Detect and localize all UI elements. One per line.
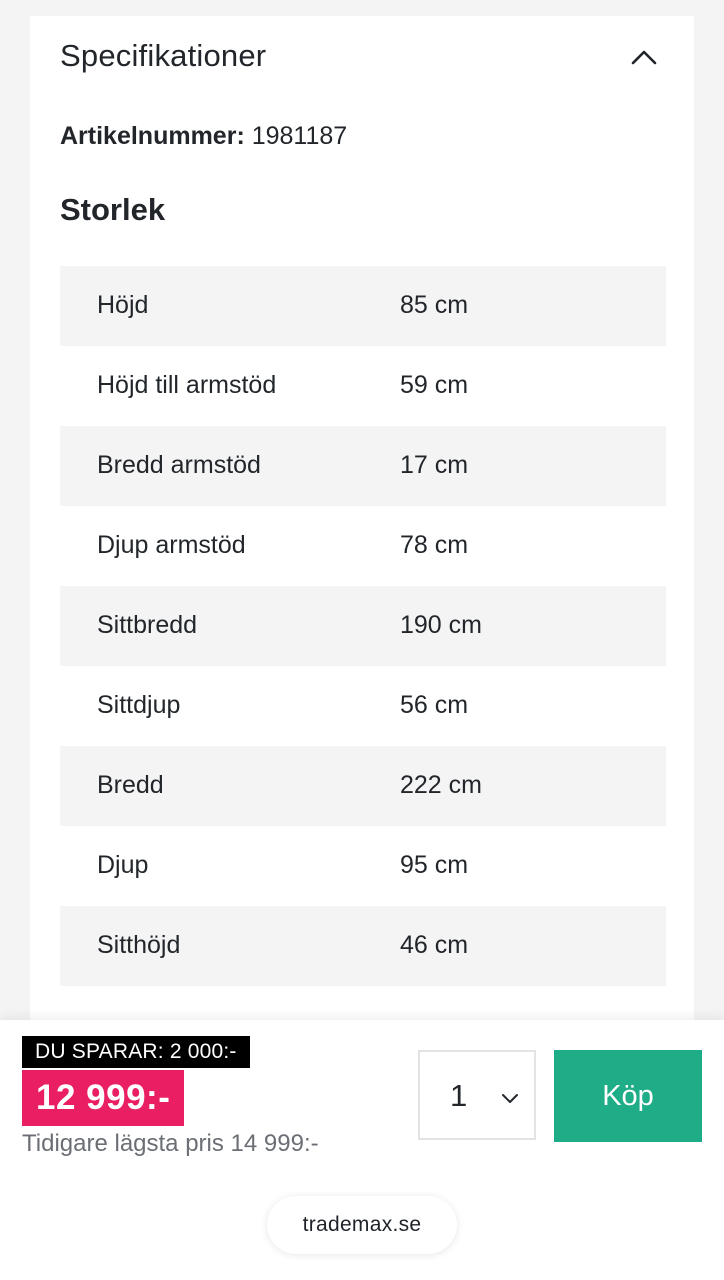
chevron-up-icon[interactable]: [628, 42, 660, 74]
table-row: [60, 426, 666, 506]
row-value: 190 cm: [400, 611, 482, 639]
row-label: Djup armstöd: [97, 531, 246, 559]
row-value: 85 cm: [400, 291, 469, 319]
quantity-select[interactable]: [418, 1050, 536, 1140]
row-label: Bredd armstöd: [97, 451, 261, 479]
row-label: Höjd till armstöd: [97, 371, 277, 399]
article-number-value: 1981187: [251, 122, 348, 150]
row-value: 78 cm: [400, 531, 469, 559]
row-value: 222 cm: [400, 771, 482, 799]
article-number-label: Artikelnummer:: [60, 122, 245, 150]
row-value: 46 cm: [400, 931, 469, 959]
table-row: [60, 346, 666, 426]
article-number: [60, 122, 347, 151]
top-strip: [0, 0, 724, 14]
table-row: [60, 826, 666, 906]
table-row: [60, 906, 666, 986]
specifications-card: [30, 16, 694, 1026]
table-row: [60, 586, 666, 666]
row-label: Djup: [97, 851, 149, 879]
previous-lowest-price: Tidigare lägsta pris 14 999:-: [22, 1130, 319, 1157]
specifications-title: Specifikationer: [60, 38, 267, 73]
price-tag: 12 999:-: [22, 1070, 184, 1126]
table-row: [60, 266, 666, 346]
size-heading: Storlek: [60, 192, 166, 227]
row-value: 17 cm: [400, 451, 469, 479]
row-label: Sittdjup: [97, 691, 181, 719]
row-label: Bredd: [97, 771, 164, 799]
browser-url-pill[interactable]: trademax.se: [267, 1196, 457, 1254]
buy-bar: [0, 1020, 724, 1280]
row-value: 56 cm: [400, 691, 469, 719]
savings-badge: DU SPARAR: 2 000:-: [22, 1036, 250, 1068]
row-label: Sitthöjd: [97, 931, 181, 959]
specifications-toggle[interactable]: [30, 16, 694, 98]
table-row: [60, 506, 666, 586]
row-label: Sittbredd: [97, 611, 198, 639]
chevron-down-icon: [500, 1088, 520, 1108]
quantity-value: 1: [450, 1078, 468, 1113]
table-row: [60, 666, 666, 746]
row-label: Höjd: [97, 291, 149, 319]
buy-button[interactable]: Köp: [554, 1050, 702, 1142]
row-value: 59 cm: [400, 371, 469, 399]
table-row: [60, 746, 666, 826]
row-value: 95 cm: [400, 851, 469, 879]
size-table: [60, 266, 666, 986]
